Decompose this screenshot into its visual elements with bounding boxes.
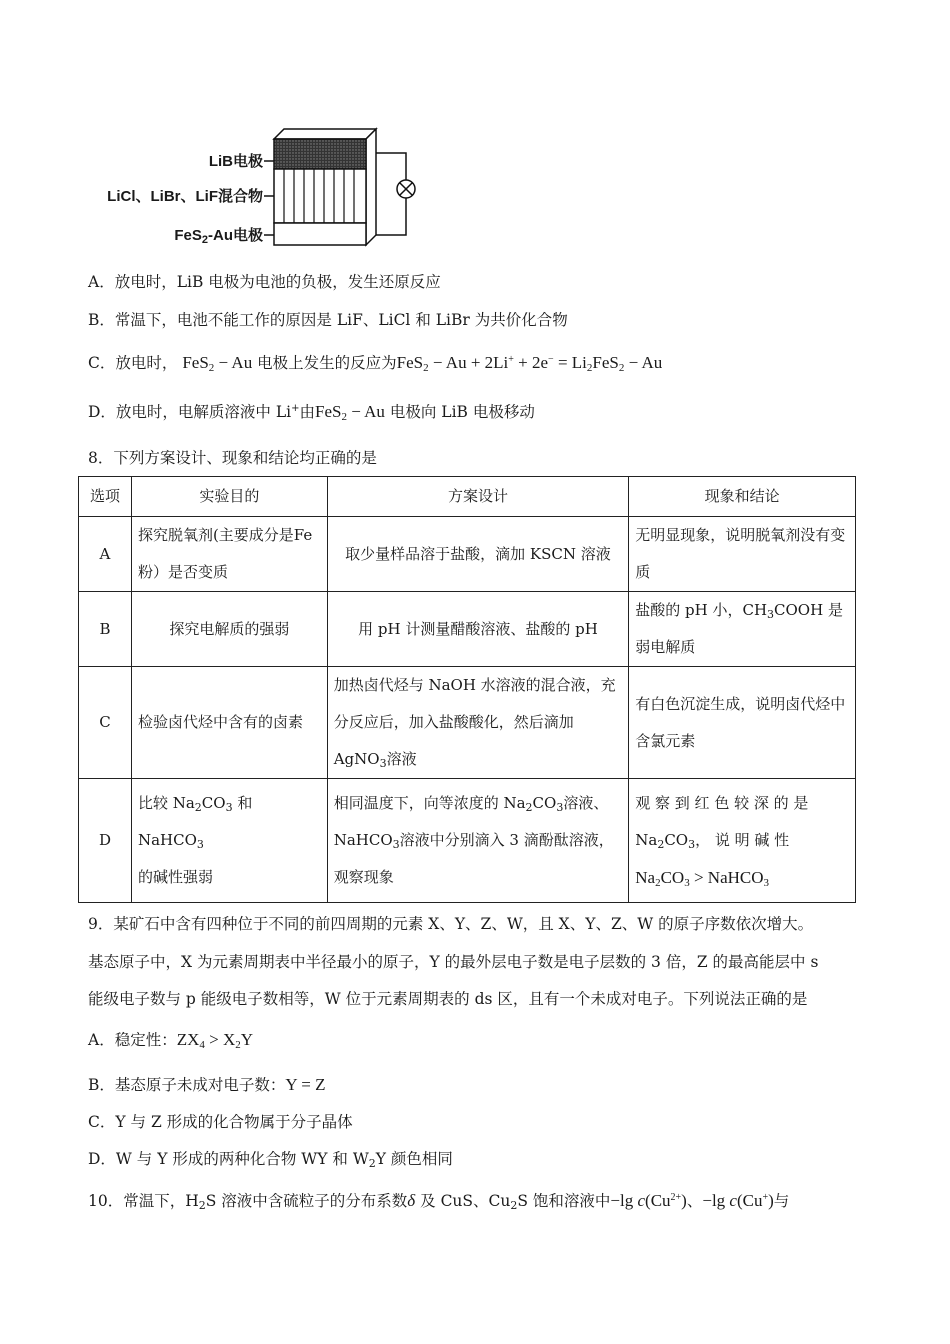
label-lib-electrode: LiB电极 <box>208 153 263 170</box>
row-d-purpose: 比较 $Na_2CO_3$ 和 NaHCO$_3$ 的碱性强弱 <box>131 779 327 903</box>
row-a-purpose: 探究脱氧剂(主要成分是Fe 粉）是否变质 <box>131 517 327 592</box>
header-option: 选项 <box>79 477 132 517</box>
row-a-design: 取少量样品溶于盐酸，滴加 KSCN 溶液 <box>327 517 629 592</box>
table-row <box>79 517 856 592</box>
row-c-design: 加热卤代烃与 NaOH 水溶液的混合液，充分反应后，加入盐酸酸化，然后滴加 AgNO$_3$溶液 <box>327 667 629 779</box>
row-d-result-formula: $Na_2CO_3$ > NaHCO$_3$ <box>635 868 770 889</box>
q10-line-1: 10．常温下，$H_2S$ 溶液中含硫粒子的分布系数δ 及 CuS、$Cu_2S$ 饱和溶液中−lg $c(Cu^{2+})$、−lg c(Cu+)与 <box>88 1191 790 1212</box>
row-c-option: C <box>79 667 132 779</box>
q9-line-2: 基态原子中，X 为元素周期表中半径最小的原子，Y 的最外层电子数是电子层数的 3 倍，Z 的最高能层中 s <box>88 953 819 971</box>
table-row <box>79 779 856 903</box>
q9-line-3: 能级电子数与 p 能级电子数相等，W 位于元素周期表的 ds 区，且有一个未成对电子。下列说法正确的是 <box>88 990 808 1008</box>
header-design: 方案设计 <box>327 477 629 517</box>
row-d-option: D <box>79 779 132 903</box>
q7-option-d: D．放电时，电解质溶液中 Li+由FeS$_2$ − Au 电极向 LiB 电极移动 <box>88 402 535 423</box>
row-c-purpose: 检验卤代烃中含有的卤素 <box>131 667 327 779</box>
q9-option-b: B．基态原子未成对电子数：Y = Z <box>88 1075 326 1094</box>
q8-title: 8．下列方案设计、现象和结论均正确的是 <box>88 449 377 467</box>
table-header-row <box>79 477 856 517</box>
experiment-table <box>78 476 856 903</box>
table-row <box>79 592 856 667</box>
row-d-result <box>629 779 856 903</box>
row-b-design: 用 pH 计测量醋酸溶液、盐酸的 pH <box>327 592 629 667</box>
table-row <box>79 667 856 779</box>
label-electrolyte-mixture: LiCl、LiBr、LiF混合物 <box>107 188 263 205</box>
row-c-result: 有白色沉淀生成，说明卤代烃中含氯元素 <box>629 667 856 779</box>
q9-option-d: D．W 与 Y 形成的两种化合物 WY 和 $W_2Y$ 颜色相同 <box>88 1150 453 1170</box>
row-d-result-line2: $Na_2CO_3$， 说 明 碱 性 <box>635 831 790 851</box>
row-a-result: 无明显现象，说明脱氧剂没有变质 <box>629 517 856 592</box>
q9-line-1: 9．某矿石中含有四种位于不同的前四周期的元素 X、Y、Z、W，且 X、Y、Z、W 的原子序数依次增大。 <box>88 915 814 933</box>
battery-diagram <box>88 125 428 255</box>
q7-option-c: C．放电时， FeS$_2$ − Au 电极上发生的反应为$FeS_2 - Au + 2Li^+ + 2e^- = Li_2FeS_2 - Au$ <box>88 353 663 374</box>
row-b-purpose: 探究电解质的强弱 <box>131 592 327 667</box>
q7-option-a: A．放电时，LiB 电极为电池的负极，发生还原反应 <box>88 273 441 291</box>
row-d-result-line1: 观 察 到 红 色 较 深 的 是 <box>635 794 809 812</box>
row-b-result: 盐酸的 pH 小，$CH_3COOH$ 是弱电解质 <box>629 592 856 667</box>
header-purpose: 实验目的 <box>131 477 327 517</box>
row-a-option: A <box>79 517 132 592</box>
q9-option-a: A．稳定性：$ZX_4 > X_2Y$ <box>88 1030 254 1051</box>
row-d-design: 相同温度下，向等浓度的 $Na_2CO_3$溶液、NaHCO$_3$溶液中分别滴入 3 滴酚酞溶液，观察现象 <box>327 779 629 903</box>
q7-option-b: B．常温下，电池不能工作的原因是 LiF、LiCl 和 LiBr 为共价化合物 <box>88 311 568 329</box>
header-result: 现象和结论 <box>629 477 856 517</box>
label-fes2-au-electrode: FeS$_2$-Au电极 <box>174 227 263 246</box>
q9-option-c: C．Y 与 Z 形成的化合物属于分子晶体 <box>88 1113 353 1131</box>
row-b-option: B <box>79 592 132 667</box>
